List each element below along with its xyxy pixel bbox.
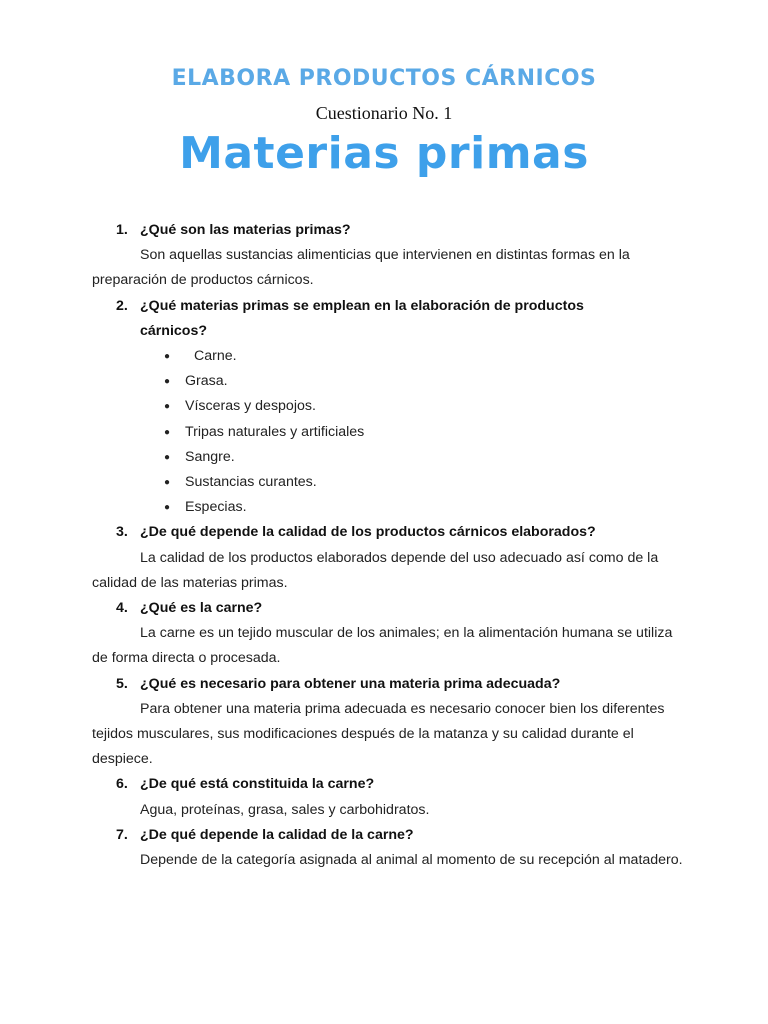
question-6	[92, 772, 684, 797]
question-text: ¿De qué depende la calidad de los productos cárnicos elaborados?	[140, 524, 596, 541]
answer-7: Depende de la categoría asignada al animal al momento de su recepción al matadero.	[140, 852, 683, 869]
question-number: 1.	[116, 222, 128, 238]
questionnaire-subtitle: Cuestionario No. 1	[315, 103, 453, 123]
list-item: ● Grasa.	[92, 369, 684, 394]
question-text-line-1: ¿Qué materias primas se emplean en la elaboración de productos	[140, 297, 584, 314]
bullet-icon: ●	[164, 376, 171, 388]
list-item: ● Vísceras y despojos.	[92, 394, 684, 419]
list-item: ● Carne.	[92, 344, 684, 369]
question-number: 3.	[116, 524, 128, 541]
answer-6: Agua, proteínas, grasa, sales y carbohidratos.	[140, 801, 430, 818]
question-number: 4.	[116, 600, 128, 617]
question-text: ¿Qué son las materias primas?	[140, 222, 351, 238]
question-5	[92, 672, 684, 697]
answer-5: Para obtener una materia prima adecuada es necesario conocer bien los diferentes tejidos musculares, sus modificaciones después de la matanza y su calidad durante el despiece.	[92, 700, 665, 768]
question-7	[92, 823, 684, 848]
list-item: ● Sangre.	[92, 445, 684, 470]
question-number: 6.	[116, 776, 128, 793]
question-number: 7.	[116, 826, 128, 843]
page-title: Materias primas	[179, 128, 589, 179]
bullet-icon: ●	[164, 426, 171, 438]
raw-materials-list	[92, 344, 684, 520]
question-text-line-2: cárnicos?	[140, 322, 208, 339]
answer-1: Son aquellas sustancias alimenticias que intervienen en distintas formas en la preparación de productos cárnicos.	[92, 247, 630, 289]
list-item: ● Especias.	[92, 495, 684, 520]
bullet-icon: ●	[164, 351, 171, 363]
question-number: 5.	[116, 675, 128, 692]
course-title: ELABORA PRODUCTOS CÁRNICOS	[171, 66, 597, 91]
question-4	[92, 596, 684, 621]
answer-4: La carne es un tejido muscular de los animales; en la alimentación humana se utiliza de forma directa o procesada.	[92, 625, 673, 667]
bullet-icon: ●	[164, 477, 171, 489]
questionnaire-body	[92, 218, 684, 873]
bullet-icon: ●	[164, 451, 171, 463]
list-item: ● Sustancias curantes.	[92, 470, 684, 495]
question-text: ¿Qué es necesario para obtener una materia prima adecuada?	[140, 675, 561, 692]
question-2	[92, 294, 684, 344]
question-number: 2.	[116, 297, 128, 314]
question-3	[92, 520, 684, 545]
answer-3: La calidad de los productos elaborados depende del uso adecuado así como de la calidad de las materias primas.	[92, 549, 659, 591]
question-text: ¿De qué depende la calidad de la carne?	[140, 826, 414, 843]
question-1	[92, 218, 684, 243]
bullet-icon: ●	[164, 502, 171, 514]
question-text: ¿De qué está constituida la carne?	[140, 776, 375, 793]
list-item: ● Tripas naturales y artificiales	[92, 420, 684, 445]
question-text: ¿Qué es la carne?	[140, 600, 263, 617]
bullet-icon: ●	[164, 401, 171, 413]
